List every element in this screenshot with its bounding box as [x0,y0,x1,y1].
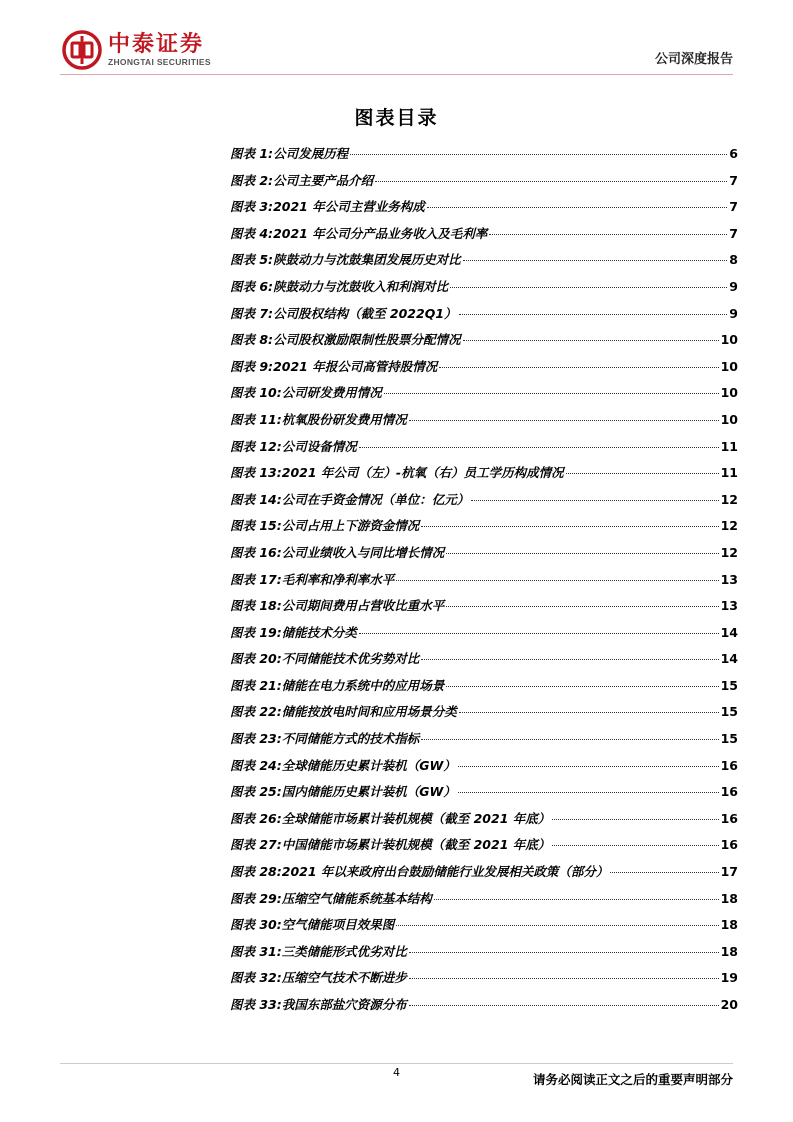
toc-entry[interactable] [230,407,738,434]
toc-dot-leader [359,633,719,634]
toc-entry-label: 图表 7: [230,305,274,321]
toc-entry-label: 图表 9: [230,358,274,374]
toc-entry[interactable] [230,886,738,913]
toc-entry-title: 空气储能项目效果图 [281,917,395,933]
toc-entry[interactable] [230,380,738,407]
toc-entry-title: 公司期间费用占营收比重水平 [281,598,445,614]
toc-entry-title: 压缩空气技术不断进步 [281,970,407,986]
toc-entry-page: 16 [720,757,738,773]
toc-entry-title: 全球储能市场累计装机规模（截至 2021 年底） [281,810,551,826]
toc-entry-page: 9 [729,278,738,294]
toc-entry-page: 13 [720,571,738,587]
toc-dot-leader [421,739,718,740]
toc-dot-leader [463,340,719,341]
toc-entry-page: 16 [720,810,738,826]
toc-entry-label: 图表 27: [230,837,282,853]
toc-entry-label: 图表 21: [230,677,282,693]
footer-divider [60,1063,733,1064]
toc-entry-page: 7 [729,172,738,188]
page-number: 4 [393,1066,400,1079]
toc-dot-leader [446,606,718,607]
toc-entry-page: 15 [720,731,738,747]
toc-entry-label: 图表 29: [230,890,282,906]
toc-entry[interactable] [230,779,738,806]
toc-entry-page: 9 [729,305,738,321]
toc-entry-label: 图表 4: [230,225,274,241]
toc-entry-title: 2021 年公司（左）-杭氧（右）员工学历构成情况 [281,465,564,481]
toc-dot-leader [409,1005,719,1006]
toc-entry-label: 图表 30: [230,917,282,933]
toc-entry-title: 杭氧股份研发费用情况 [281,411,407,427]
toc-entry-page: 7 [729,225,738,241]
toc-entry-label: 图表 17: [230,571,282,587]
toc-dot-leader [459,712,719,713]
toc-entry[interactable] [230,460,738,487]
toc-entry-title: 不同储能方式的技术指标 [281,731,420,747]
toc-dot-leader [446,553,718,554]
toc-entry-label: 图表 31: [230,943,282,959]
toc-dot-leader [421,526,718,527]
toc-entry-label: 图表 32: [230,970,282,986]
toc-entry[interactable] [230,620,738,647]
toc-entry[interactable] [230,859,738,886]
toc-dot-leader [421,659,718,660]
toc-entry-title: 公司设备情况 [281,438,357,454]
toc-entry[interactable] [230,168,738,195]
toc-entry[interactable] [230,301,738,328]
toc-entry-page: 12 [720,544,738,560]
toc-entry-label: 图表 12: [230,438,282,454]
toc-entry-title: 公司发展历程 [273,146,349,161]
toc-entry-page: 11 [720,465,738,481]
toc-entry-title: 公司股权激励限制性股票分配情况 [273,332,461,348]
toc-entry-label: 图表 3: [230,199,274,215]
toc-dot-leader [552,819,718,820]
toc-dot-leader [459,314,728,315]
toc-entry-label: 图表 13: [230,465,282,481]
toc-entry[interactable] [230,194,738,221]
toc-entry-page: 18 [720,890,738,906]
toc-entry-title: 公司主要产品介绍 [273,172,374,188]
toc-entry-title: 2021 年以来政府出台鼓励储能行业发展相关政策（部分） [281,864,609,880]
toc-entry[interactable] [230,992,738,1019]
toc-entry-label: 图表 28: [230,864,282,880]
toc-entry[interactable] [230,487,738,514]
toc-entry[interactable] [230,327,738,354]
toc-entry[interactable] [230,832,738,859]
toc-entry-title: 三类储能形式优劣对比 [281,943,407,959]
toc-dot-leader [458,792,719,793]
toc-entry-page: 16 [720,784,738,800]
toc-entry-label: 图表 15: [230,518,282,534]
toc-entry-page: 19 [720,970,738,986]
toc-entry-page: 10 [720,385,738,401]
toc-entry-title: 2021 年公司主营业务构成 [273,199,425,215]
toc-entry-page: 18 [720,917,738,933]
toc-title: 图表目录 [354,107,439,129]
toc-dot-leader [552,845,718,846]
toc-entry[interactable] [230,939,738,966]
toc-entry-page: 7 [729,199,738,215]
toc-dot-leader [409,952,719,953]
toc-dot-leader [427,207,728,208]
toc-dot-leader [396,925,718,926]
toc-entry-page: 12 [720,491,738,507]
toc-dot-leader [463,260,728,261]
toc-entry-title: 中国储能市场累计装机规模（截至 2021 年底） [281,837,551,853]
toc-entry-title: 国内储能历史累计装机（GW） [281,784,456,800]
toc-dot-leader [458,766,719,767]
logo-english-name: ZHONGTAI SECURITIES [108,56,211,67]
toc-entry-label: 图表 1: [230,146,274,161]
toc-entry-label: 图表 26: [230,810,282,826]
toc-dot-leader [610,872,718,873]
toc-entry[interactable] [230,806,738,833]
toc-entry-label: 图表 19: [230,624,282,640]
company-logo [62,30,211,70]
toc-entry-title: 2021 年报公司高管持股情况 [273,358,438,374]
toc-entry-title: 公司股权结构（截至 2022Q1） [273,305,457,321]
toc-entry-title: 2021 年公司分产品业务收入及毛利率 [273,225,488,241]
toc-entry-page: 8 [729,252,738,268]
toc-entry[interactable] [230,912,738,939]
toc-entry[interactable] [230,513,738,540]
toc-entry-label: 图表 20: [230,651,282,667]
toc-entry-title: 公司在手资金情况（单位：亿元） [281,491,470,507]
toc-entry-page: 6 [729,146,738,161]
toc-dot-leader [446,686,718,687]
toc-dot-leader [396,580,718,581]
toc-entry-label: 图表 24: [230,757,282,773]
toc-entry[interactable] [230,699,738,726]
toc-entry[interactable] [230,274,738,301]
toc-entry[interactable] [230,673,738,700]
toc-entry[interactable] [230,965,738,992]
toc-entry-page: 16 [720,837,738,853]
toc-entry-title: 陕鼓动力与沈鼓集团发展历史对比 [273,252,461,268]
page-header [0,0,793,100]
toc-entry-title: 我国东部盐穴资源分布 [281,997,407,1012]
header-divider [60,74,733,75]
toc-entry-label: 图表 16: [230,544,282,560]
toc-entry[interactable] [230,593,738,620]
toc-dot-leader [566,473,719,474]
logo-chinese-name: 中泰证券 [108,31,205,57]
toc-entry-page: 13 [720,598,738,614]
toc-entry[interactable] [230,646,738,673]
report-type-label: 公司深度报告 [654,52,733,67]
toc-entry-title: 毛利率和净利率水平 [281,571,395,587]
toc-entry-label: 图表 33: [230,997,282,1012]
toc-dot-leader [489,234,727,235]
toc-entry[interactable] [230,753,738,780]
toc-entry-label: 图表 18: [230,598,282,614]
toc-dot-leader [350,154,727,155]
toc-entry-page: 12 [720,518,738,534]
toc-entry-label: 图表 8: [230,332,274,348]
toc-entry-page: 20 [720,997,738,1012]
toc-entry[interactable] [230,221,738,248]
toc-entry[interactable] [230,354,738,381]
toc-dot-leader [409,978,719,979]
toc-entry-label: 图表 6: [230,278,274,294]
footer-disclaimer: 请务必阅读正文之后的重要声明部分 [532,1072,733,1087]
toc-entry-title: 储能在电力系统中的应用场景 [281,677,445,693]
toc-entry-page: 11 [720,438,738,454]
toc-dot-leader [439,367,718,368]
toc-entry-label: 图表 10: [230,385,282,401]
toc-entry[interactable] [230,247,738,274]
toc-entry-title: 全球储能历史累计装机（GW） [281,757,456,773]
toc-list [230,141,738,1019]
toc-dot-leader [359,447,719,448]
toc-entry[interactable] [230,540,738,567]
toc-entry-title: 陕鼓动力与沈鼓收入和利润对比 [273,278,449,294]
toc-entry[interactable] [230,567,738,594]
toc-entry-page: 18 [720,943,738,959]
toc-dot-leader [471,500,718,501]
toc-dot-leader [434,899,719,900]
toc-entry-label: 图表 25: [230,784,282,800]
toc-entry-title: 压缩空气储能系统基本结构 [281,890,432,906]
toc-entry-page: 10 [720,332,738,348]
toc-entry-label: 图表 23: [230,731,282,747]
toc-entry-label: 图表 11: [230,411,282,427]
toc-entry-title: 储能技术分类 [281,624,357,640]
toc-entry-title: 公司研发费用情况 [281,385,382,401]
toc-entry-page: 14 [720,651,738,667]
toc-entry-page: 14 [720,624,738,640]
toc-entry-title: 储能按放电时间和应用场景分类 [281,704,457,720]
toc-entry-label: 图表 22: [230,704,282,720]
toc-entry-page: 10 [720,358,738,374]
toc-dot-leader [375,181,727,182]
toc-entry-title: 公司业绩收入与同比增长情况 [281,544,445,560]
toc-dot-leader [384,393,719,394]
toc-entry-title: 不同储能技术优劣势对比 [281,651,420,667]
toc-entry-label: 图表 2: [230,172,274,188]
toc-entry-label: 图表 14: [230,491,282,507]
toc-entry-title: 公司占用上下游资金情况 [281,518,420,534]
zhongtai-logo-icon [62,30,102,70]
toc-entry[interactable] [230,141,738,168]
toc-entry-page: 15 [720,677,738,693]
toc-entry-page: 15 [720,704,738,720]
toc-entry[interactable] [230,726,738,753]
toc-entry[interactable] [230,434,738,461]
toc-dot-leader [450,287,727,288]
toc-entry-label: 图表 5: [230,252,274,268]
toc-entry-page: 10 [720,411,738,427]
toc-dot-leader [409,420,719,421]
toc-entry-page: 17 [720,864,738,880]
